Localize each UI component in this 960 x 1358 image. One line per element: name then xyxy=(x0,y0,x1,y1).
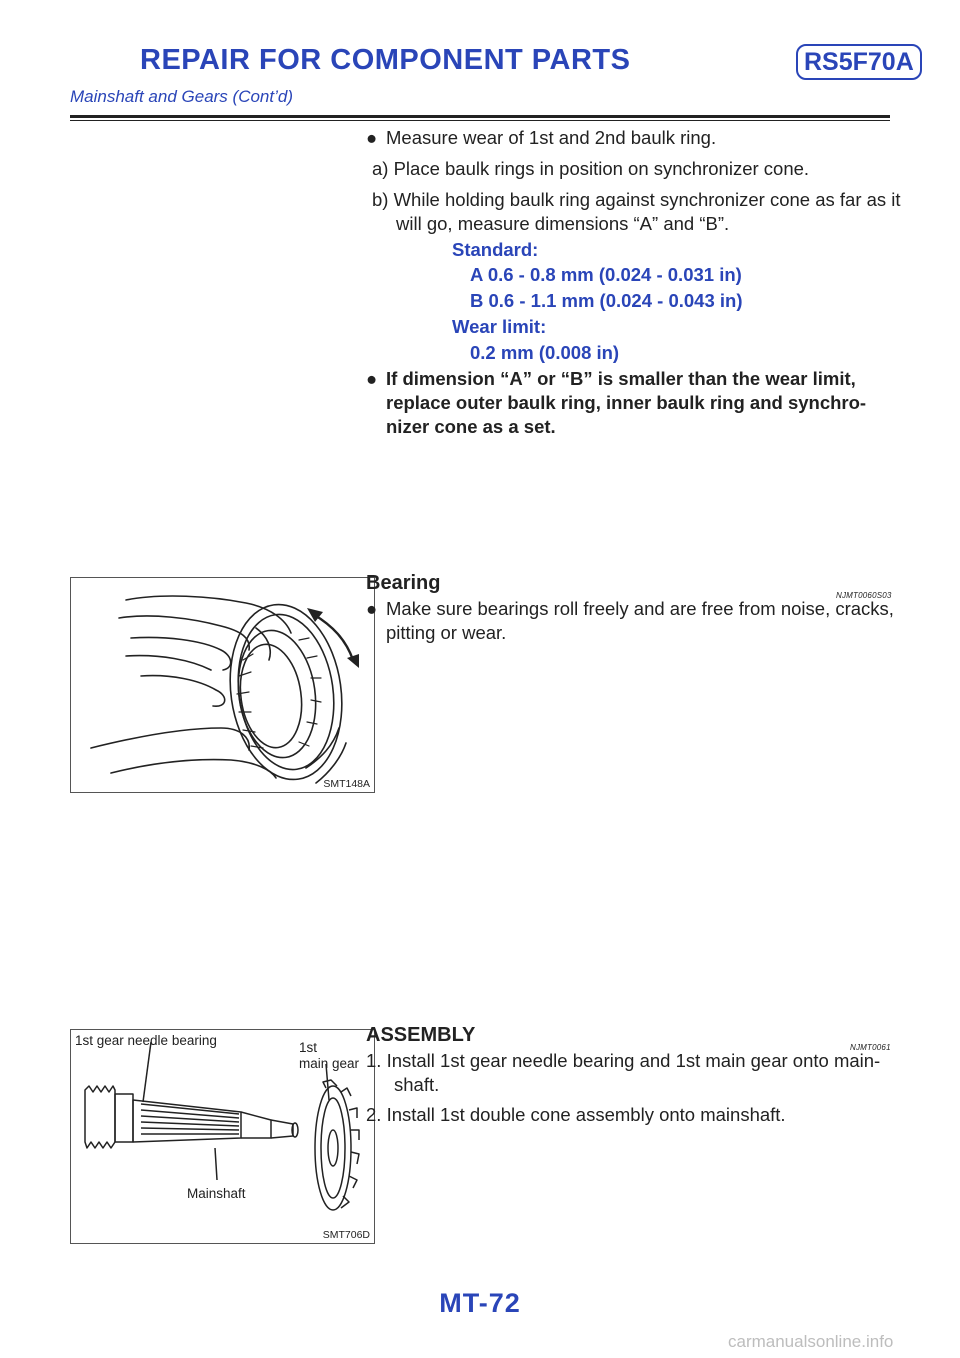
warning-line1: If dimension “A” or “B” is smaller than the wear limit, xyxy=(386,368,856,389)
bullet: ● xyxy=(366,598,378,619)
assembly-step2: 2. Install 1st double cone assembly onto mainshaft. xyxy=(366,1104,786,1125)
model-code-badge: RS5F70A xyxy=(796,44,922,80)
bearing-line2: pitting or wear. xyxy=(386,622,507,643)
bullet: ● xyxy=(366,127,378,148)
wear-limit-label: Wear limit: xyxy=(452,316,547,337)
label-needle-bearing: 1st gear needle bearing xyxy=(75,1033,217,1048)
step-a: a) Place baulk rings in position on synchronizer cone. xyxy=(372,158,810,179)
bearing-line1: Make sure bearings roll freely and are free from noise, cracks, xyxy=(386,598,894,619)
page-number: MT-72 xyxy=(439,1288,521,1318)
label-1st: 1st xyxy=(299,1040,318,1055)
bearing-illustration xyxy=(71,578,374,792)
figure-code: SMT706D xyxy=(322,1229,370,1241)
assembly-ref-code: NJMT0061 xyxy=(850,1043,891,1052)
label-mainshaft: Mainshaft xyxy=(187,1186,246,1201)
header-rule xyxy=(70,115,890,118)
baulk-intro: Measure wear of 1st and 2nd baulk ring. xyxy=(386,127,717,148)
assembly-heading: ASSEMBLY xyxy=(366,1024,476,1046)
bearing-ref-code: NJMT0060S03 xyxy=(836,591,892,600)
bearing-figure xyxy=(70,577,378,793)
step-b-line1: b) While holding baulk ring against synchronizer cone as far as it xyxy=(372,189,901,210)
assembly-figure xyxy=(70,1029,375,1244)
page-subtitle: Mainshaft and Gears (Cont’d) xyxy=(70,87,293,106)
assembly-step1-line2: shaft. xyxy=(394,1074,440,1095)
assembly-step1-line1: 1. Install 1st gear needle bearing and 1st main gear onto main- xyxy=(366,1050,881,1071)
warning-line3: nizer cone as a set. xyxy=(386,416,556,437)
bullet: ● xyxy=(366,368,378,389)
step-b-line2: will go, measure dimensions “A” and “B”. xyxy=(396,213,730,234)
header-rule-thin xyxy=(70,120,890,121)
standard-a: A 0.6 - 0.8 mm (0.024 - 0.031 in) xyxy=(470,264,742,285)
wear-limit-value: 0.2 mm (0.008 in) xyxy=(470,342,620,363)
watermark: carmanualsonline.info xyxy=(728,1332,894,1351)
page-title: REPAIR FOR COMPONENT PARTS xyxy=(140,44,631,76)
figure-code: SMT148A xyxy=(323,778,370,790)
bearing-heading: Bearing xyxy=(366,572,441,594)
standard-label: Standard: xyxy=(452,239,539,260)
label-main-gear: main gear xyxy=(299,1056,360,1071)
warning-line2: replace outer baulk ring, inner baulk ring and synchro- xyxy=(386,392,867,413)
standard-b: B 0.6 - 1.1 mm (0.024 - 0.043 in) xyxy=(470,290,743,311)
